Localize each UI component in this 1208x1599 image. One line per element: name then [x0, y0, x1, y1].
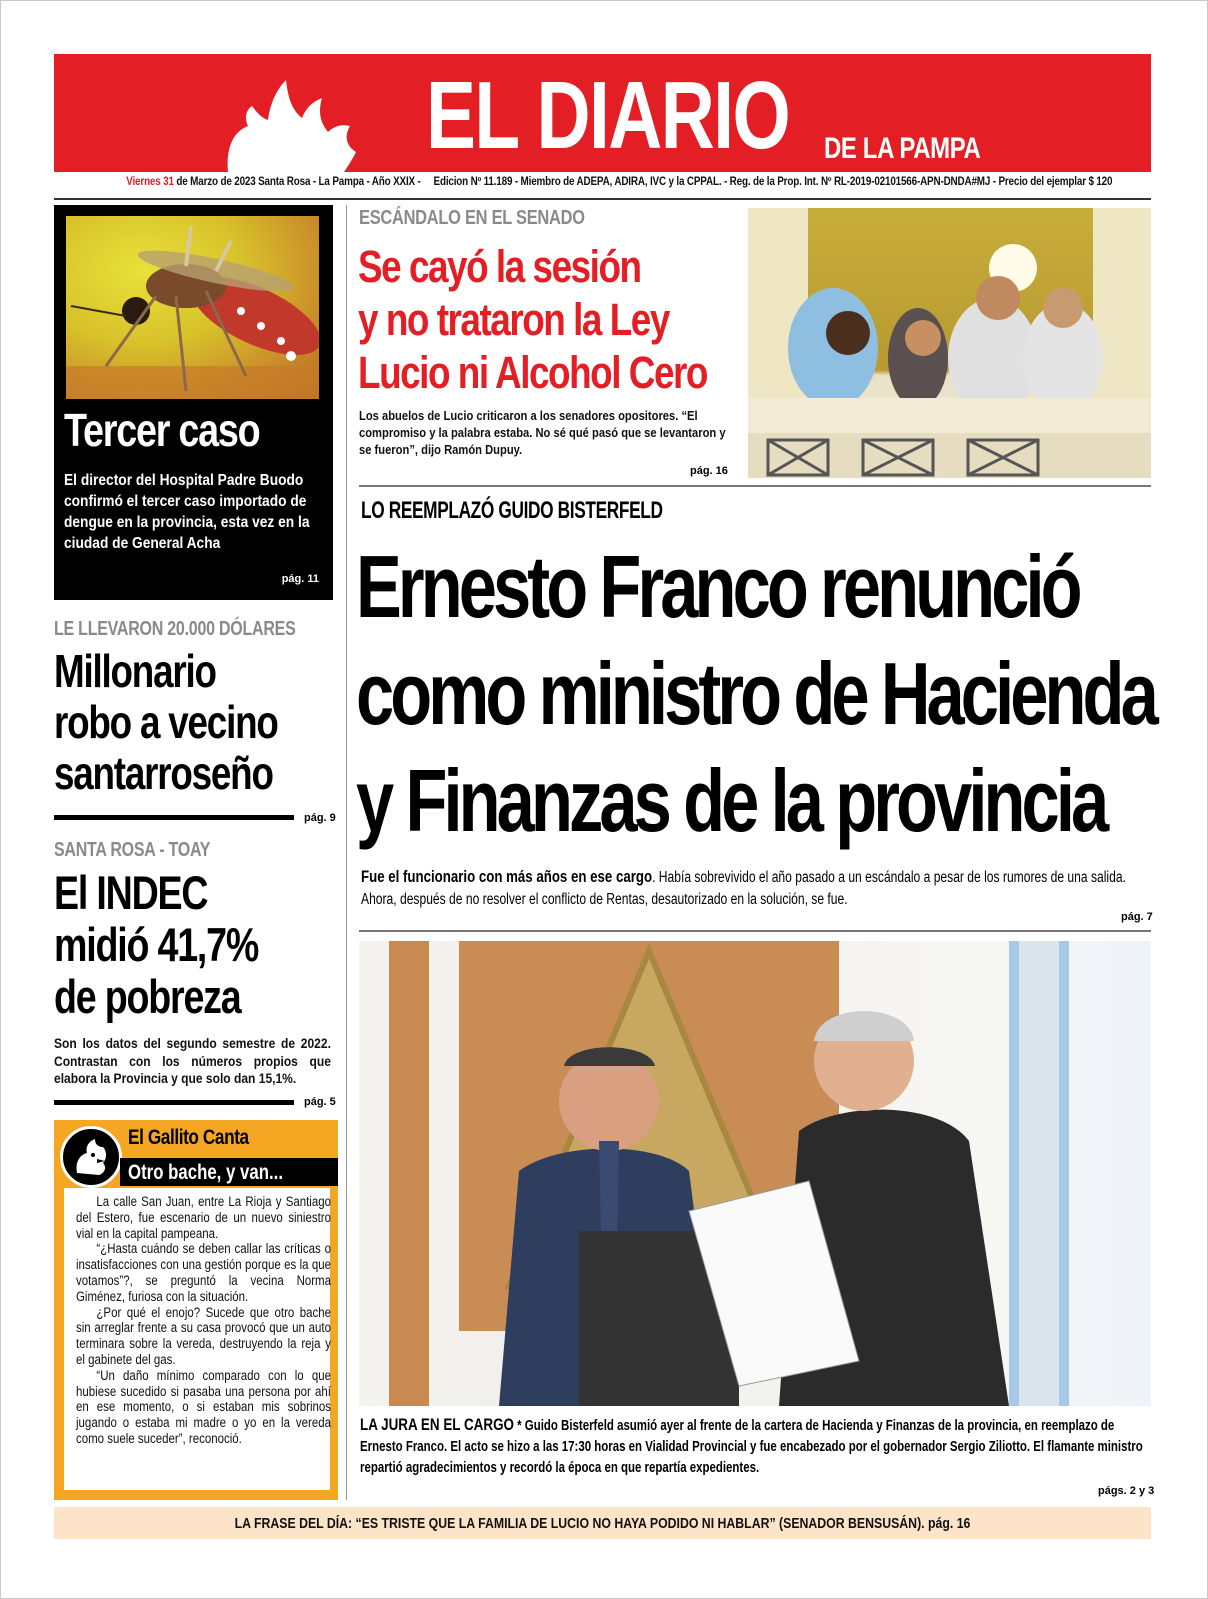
headline-line: como ministro de Hacienda [356, 644, 1155, 743]
quote-of-the-day-bar[interactable] [54, 1507, 1151, 1539]
jura-page-ref: págs. 2 y 3 [1098, 1485, 1155, 1497]
gallito-paragraph: La calle San Juan, entre La Rioja y Santiago del Estero, fue escenario de un nuevo siniestro vial en la capital pampeana. [76, 1194, 332, 1241]
gallito-paragraph: “¿Hasta cuándo se deben callar las críticas o insatisfacciones con una gestión porque es la que votamos”?, se preguntó la vecina Norma Giménez, furiosa con la situación. [76, 1241, 332, 1304]
headline-line: santarroseño [54, 747, 273, 799]
gallito-canta-column[interactable] [54, 1120, 338, 1500]
balcony-scene-icon [748, 208, 1151, 478]
membership-info: - Miembro de ADEPA, ADIRA, IVC y la CPPAL. - Reg. de la Prop. Int. Nº RL-2019-02101566-APN-DNDA#MJ - Precio del ejemplar $ 120 [512, 176, 1113, 188]
gallito-paragraph: “Un daño mínimo comparado con lo que hubiese sucedido si pasaba una persona por ahí en ese momento, o si estaban mis sobrinos jugando o estaba mi madre o yo en la vereda como suele suceder”, reconoció. [76, 1367, 332, 1446]
senado-kicker: ESCÁNDALO EN EL SENADO [359, 207, 585, 229]
indec-headline[interactable] [54, 867, 258, 1023]
header-divider [54, 198, 1151, 200]
main-deck [361, 866, 1141, 911]
headline-line: Lucio ni Alcohol Cero [358, 347, 707, 398]
issue-day: Viernes 31 [126, 176, 174, 188]
senado-headline[interactable] [358, 240, 707, 399]
robo-headline[interactable] [54, 646, 278, 799]
gallito-title-bar [120, 1158, 338, 1186]
main-headline[interactable] [356, 533, 1155, 854]
ceremony-scene-icon [359, 941, 1151, 1406]
section-rule [54, 815, 294, 820]
headline-line: robo a vecino [54, 696, 278, 748]
section-rule [54, 1100, 294, 1105]
photo-rule [359, 930, 1151, 932]
mosquito-photo [66, 216, 319, 399]
senate-balcony-photo [748, 208, 1151, 478]
dengue-headline: Tercer caso [64, 404, 260, 456]
gallito-body-box [64, 1188, 330, 1490]
robo-kicker: LE LLEVARON 20.000 DÓLARES [54, 618, 296, 640]
column-divider [346, 205, 347, 1500]
gallito-text [76, 1194, 331, 1447]
indec-page-ref: pág. 5 [304, 1096, 336, 1108]
senado-page-ref: pág. 16 [690, 465, 728, 477]
robo-page-ref: pág. 9 [304, 812, 336, 824]
masthead-title: EL DIARIO [426, 62, 790, 169]
dengue-page-ref: pág. 11 [281, 573, 319, 585]
photo-caption [360, 1414, 1150, 1479]
rooster-logo-icon [218, 80, 368, 172]
senado-summary: Los abuelos de Lucio criticaron a los senadores opositores. “El compromiso y la palabra estaba. No sé qué pasó que se levantaron y se fueron”, dijo Ramón Dupuy. [359, 408, 726, 457]
main-story-rule [359, 485, 1151, 487]
dengue-story[interactable] [54, 205, 333, 600]
indec-kicker: SANTA ROSA - TOAY [54, 839, 211, 861]
main-kicker: LO REEMPLAZÓ GUIDO BISTERFELD [361, 497, 663, 524]
headline-line: de pobreza [54, 970, 241, 1023]
masthead-subtitle: DE LA PAMPA [824, 132, 981, 165]
gallito-paragraph: ¿Por qué el enojo? Sucede que otro bache sin arreglar frente a su casa provocó que un auto terminara sobre la vereda, destruyendo la reja y el gabinete del gas. [76, 1304, 332, 1367]
edition-infobar [54, 176, 1113, 198]
issue-date-location: de Marzo de 2023 Santa Rosa - La Pampa - Año XXIX - [173, 176, 421, 188]
masthead[interactable] [54, 54, 1151, 172]
main-page-ref: pág. 7 [1121, 911, 1153, 923]
deck-text: . Había sobrevivido el año pasado a un escándalo a pesar de los rumores de una salida. Ahora, después de no resolver el conflicto de Rentas, desautorizado en la solución, se fue. [361, 869, 1126, 908]
headline-line: y no trataron la Ley [358, 294, 669, 345]
quote-of-the-day: LA FRASE DEL DÍA: “ES TRISTE QUE LA FAMILIA DE LUCIO NO HAYA PODIDO NI HABLAR” (SENADOR BENSUSÁN). pág. 16 [234, 1515, 971, 1532]
caption-text: * Guido Bisterfeld asumió ayer al frente de la cartera de Hacienda y Finanzas de la provincia, en reemplazo de Ernesto Franco. El acto se hizo a las 17:30 horas en Vialidad Provincial y fue encabezado por el gobernador Sergio Ziliotto. El flamante ministro repartió agradecimientos y recordó la época en que repartía expedientes. [360, 1418, 1143, 1476]
mosquito-illustration-icon [66, 216, 319, 399]
headline-line: Millonario [54, 645, 216, 697]
rooster-mascot-icon [60, 1126, 122, 1188]
gallito-headline: Otro bache, y van... [128, 1161, 283, 1184]
edition-number: Edicion Nº 11.189 [433, 176, 513, 188]
caption-lead: LA JURA EN EL CARGO [360, 1415, 514, 1434]
swearing-in-photo [359, 941, 1151, 1406]
headline-line: midió 41,7% [54, 918, 259, 971]
headline-line: Se cayó la sesión [358, 241, 641, 292]
headline-line: y Finanzas de la provincia [356, 751, 1106, 850]
indec-summary: Son los datos del segundo semestre de 2022. Contrastan con los números propios que elabora la Provincia y que solo dan 15,1%. [54, 1035, 331, 1086]
dengue-summary: El director del Hospital Padre Buodo confirmó el tercer caso importado de dengue en la provincia, esta vez en la ciudad de General Acha [64, 472, 310, 552]
deck-lead: Fue el funcionario con más años en ese cargo [361, 867, 653, 886]
gallito-section-title: El Gallito Canta [128, 1126, 249, 1149]
headline-line: El INDEC [54, 866, 208, 919]
headline-line: Ernesto Franco renunció [356, 537, 1079, 636]
